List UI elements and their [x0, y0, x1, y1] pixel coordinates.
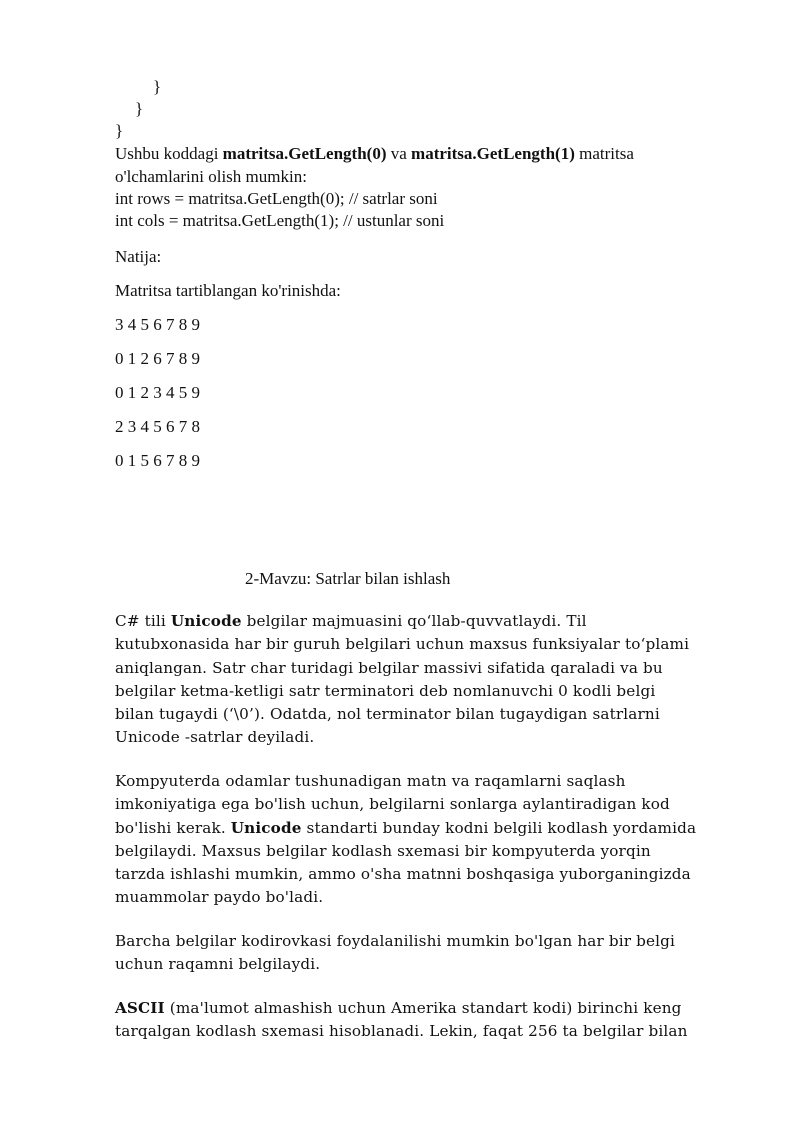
code-closing-brace-middle: }	[135, 99, 144, 118]
paragraph-line: belgilar ketma-ketligi satr terminatori deb nomlanuvchi 0 kodli belgi	[115, 681, 656, 700]
ascii-term: ASCII	[115, 999, 165, 1017]
matrix-row: 0 1 2 6 7 8 9	[115, 349, 200, 368]
paragraph-line	[115, 610, 755, 633]
getlength1-term: matritsa.GetLength(1)	[411, 144, 575, 163]
paragraph-line: uchun raqamni belgilaydi.	[115, 955, 321, 974]
code-closing-brace-outer: }	[115, 121, 124, 140]
paragraph-line: belgilaydi. Maxsus belgilar kodlash sxemasi bir kompyuterda yorqin	[115, 841, 651, 860]
paragraph-4	[115, 997, 755, 1044]
code-rows-line: int rows = matritsa.GetLength(0); // satrlar soni	[115, 189, 438, 208]
text-span: standarti bunday kodni belgili kodlash yordamida	[301, 818, 697, 837]
matrix-row: 0 1 2 3 4 5 9	[115, 383, 200, 402]
matrix-row: 0 1 5 6 7 8 9	[115, 451, 200, 470]
text-span: (ma'lumot almashish uchun Amerika standart kodi) birinchi keng	[164, 999, 682, 1017]
paragraph-line	[115, 997, 755, 1020]
text-span: belgilar majmuasini qo‘llab-quvvatlaydi. Til	[241, 612, 587, 630]
paragraph-line: bilan tugaydi (‘\0’). Odatda, nol terminator bilan tugaydigan satrlarni	[115, 705, 660, 724]
unicode-term: Unicode	[230, 818, 302, 837]
intro-line-1	[115, 143, 634, 165]
text-span: bo'lishi kerak.	[115, 818, 231, 837]
paragraph-1	[115, 610, 755, 750]
intro-text: Ushbu koddagi	[115, 144, 223, 163]
intro-text: matritsa	[574, 144, 634, 163]
paragraph-3	[115, 930, 755, 977]
matrix-row: 3 4 5 6 7 8 9	[115, 315, 200, 334]
getlength0-term: matritsa.GetLength(0)	[222, 144, 387, 163]
text-span: C# tili	[115, 612, 171, 630]
unicode-term: Unicode	[170, 612, 242, 630]
matrix-row: 2 3 4 5 6 7 8	[115, 417, 200, 436]
result-subtitle: Matritsa tartiblangan ko'rinishda:	[115, 281, 341, 300]
paragraph-line: tarzda ishlashi mumkin, ammo o'sha matnni boshqasiga yuborganingizda	[115, 865, 691, 884]
intro-line-2: o'lchamlarini olish mumkin:	[115, 167, 307, 186]
paragraph-2	[115, 770, 755, 910]
paragraph-line: Kompyuterda odamlar tushunadigan matn va raqamlarni saqlash	[115, 772, 626, 790]
section-title: 2-Mavzu: Satrlar bilan ishlash	[245, 569, 451, 588]
code-cols-line: int cols = matritsa.GetLength(1); // ustunlar soni	[115, 211, 445, 230]
result-label: Natija:	[115, 247, 162, 266]
paragraph-line: Barcha belgilar kodirovkasi foydalanilishi mumkin bo'lgan har bir belgi	[115, 932, 676, 950]
paragraph-line: imkoniyatiga ega bo'lish uchun, belgilarni sonlarga aylantiradigan kod	[115, 795, 670, 814]
intro-text: va	[386, 144, 412, 163]
paragraph-line: muammolar paydo bo'ladi.	[115, 888, 324, 907]
paragraph-line: aniqlangan. Satr char turidagi belgilar massivi sifatida qaraladi va bu	[115, 658, 663, 677]
paragraph-line: kutubxonasida har bir guruh belgilari uchun maxsus funksiyalar to‘plami	[115, 635, 690, 654]
code-closing-brace-inner: }	[153, 77, 162, 96]
paragraph-line: tarqalgan kodlash sxemasi hisoblanadi. Lekin, faqat 256 ta belgilar bilan	[115, 1022, 688, 1041]
paragraph-line: Unicode -satrlar deyiladi.	[115, 728, 315, 747]
paragraph-line	[115, 817, 755, 840]
